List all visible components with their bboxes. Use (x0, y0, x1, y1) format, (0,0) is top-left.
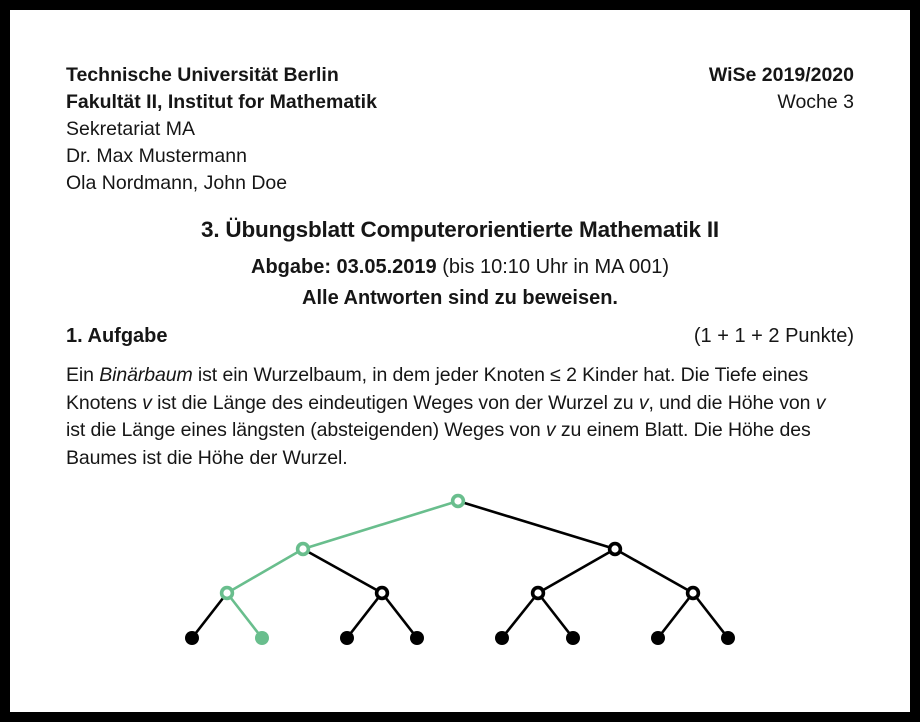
tree-node-rr1 (651, 631, 665, 645)
text-segment: zu einem Blatt. Die Höhe des (555, 419, 811, 441)
tree-edge-r-rr (615, 549, 693, 593)
tree-edge-r-rl (538, 549, 615, 593)
tree-node-rr2 (721, 631, 735, 645)
text-segment: ist die Länge eines längsten (absteigenden) Weges von (66, 419, 546, 441)
tree-edge-root-l (303, 501, 458, 549)
paragraph-line (66, 390, 874, 418)
text-segment: , und die Höhe von (648, 391, 816, 414)
tree-edge-ll-ll1 (192, 593, 227, 638)
header-line: Ola Nordmann, John Doe (66, 172, 288, 194)
paragraph-line (66, 417, 874, 445)
submission-details: (bis 10:10 Uhr in MA 001) (436, 256, 669, 278)
tree-node-root (453, 496, 464, 507)
paragraph-line (66, 445, 874, 473)
tree-edge-rr-rr2 (693, 593, 728, 638)
header-line: Sekretariat MA (66, 118, 195, 140)
text-segment: Knotens (66, 391, 143, 414)
tree-edge-root-r (458, 501, 615, 549)
proof-notice: Alle Antworten sind zu beweisen. (302, 287, 618, 309)
tree-edge-l-lr (303, 549, 382, 593)
header-line: Fakultät II, Institut for Mathematik (66, 91, 377, 113)
tree-node-rr (688, 588, 699, 599)
tree-node-rl2 (566, 631, 580, 645)
italic-term: v (545, 419, 556, 441)
tree-node-rl (533, 588, 544, 599)
paragraph-line (66, 362, 874, 390)
italic-term: Binärbaum (99, 364, 193, 386)
tree-edge-ll-ll2 (227, 593, 262, 638)
header-institution-block (66, 62, 377, 197)
header-semester-block (709, 62, 854, 197)
header-line: Woche 3 (777, 91, 854, 113)
text-segment: Ein (66, 364, 100, 386)
header-line: WiSe 2019/2020 (708, 64, 854, 86)
italic-term: v (142, 391, 152, 414)
tree-node-lr2 (410, 631, 424, 645)
text-segment: ist die Länge des eindeutigen Weges von der Wurzel zu (151, 391, 639, 414)
tree-edge-l-ll (227, 549, 303, 593)
text-segment: Baumes ist die Höhe der Wurzel. (66, 446, 348, 469)
tree-node-lr1 (340, 631, 354, 645)
header-line: Dr. Max Mustermann (66, 145, 247, 167)
tree-edge-rr-rr1 (658, 593, 693, 638)
tree-edge-lr-lr1 (347, 593, 382, 638)
exercise-text (66, 362, 874, 472)
tree-node-l (298, 544, 309, 555)
tree-edge-lr-lr2 (382, 593, 417, 638)
tree-node-ll1 (185, 631, 199, 645)
exercise-heading-row (66, 325, 854, 348)
italic-term: v (638, 391, 649, 414)
submission-date: Abgabe: 03.05.2019 (251, 256, 437, 278)
text-segment: ist ein Wurzelbaum, in dem jeder Knoten ≤ 2 Kinder hat. Die Tiefe eines (192, 364, 809, 386)
tree-edge-rl-rl2 (538, 593, 573, 638)
tree-node-lr (377, 588, 388, 599)
tree-node-ll2 (255, 631, 269, 645)
header-line: Technische Universität Berlin (66, 64, 339, 86)
sheet-title: 3. Übungsblatt Computerorientierte Mathematik II (201, 217, 719, 242)
tree-node-ll (222, 588, 233, 599)
exercise-label: 1. Aufgabe (66, 325, 168, 347)
document-page (10, 10, 910, 712)
header (66, 62, 854, 197)
binary-tree-diagram (10, 470, 910, 665)
tree-edge-rl-rl1 (502, 593, 538, 638)
tree-node-rl1 (495, 631, 509, 645)
exercise-points: (1 + 1 + 2 Punkte) (693, 325, 854, 347)
italic-term: v (815, 391, 826, 414)
tree-node-r (610, 544, 621, 555)
submission-line (10, 256, 910, 279)
